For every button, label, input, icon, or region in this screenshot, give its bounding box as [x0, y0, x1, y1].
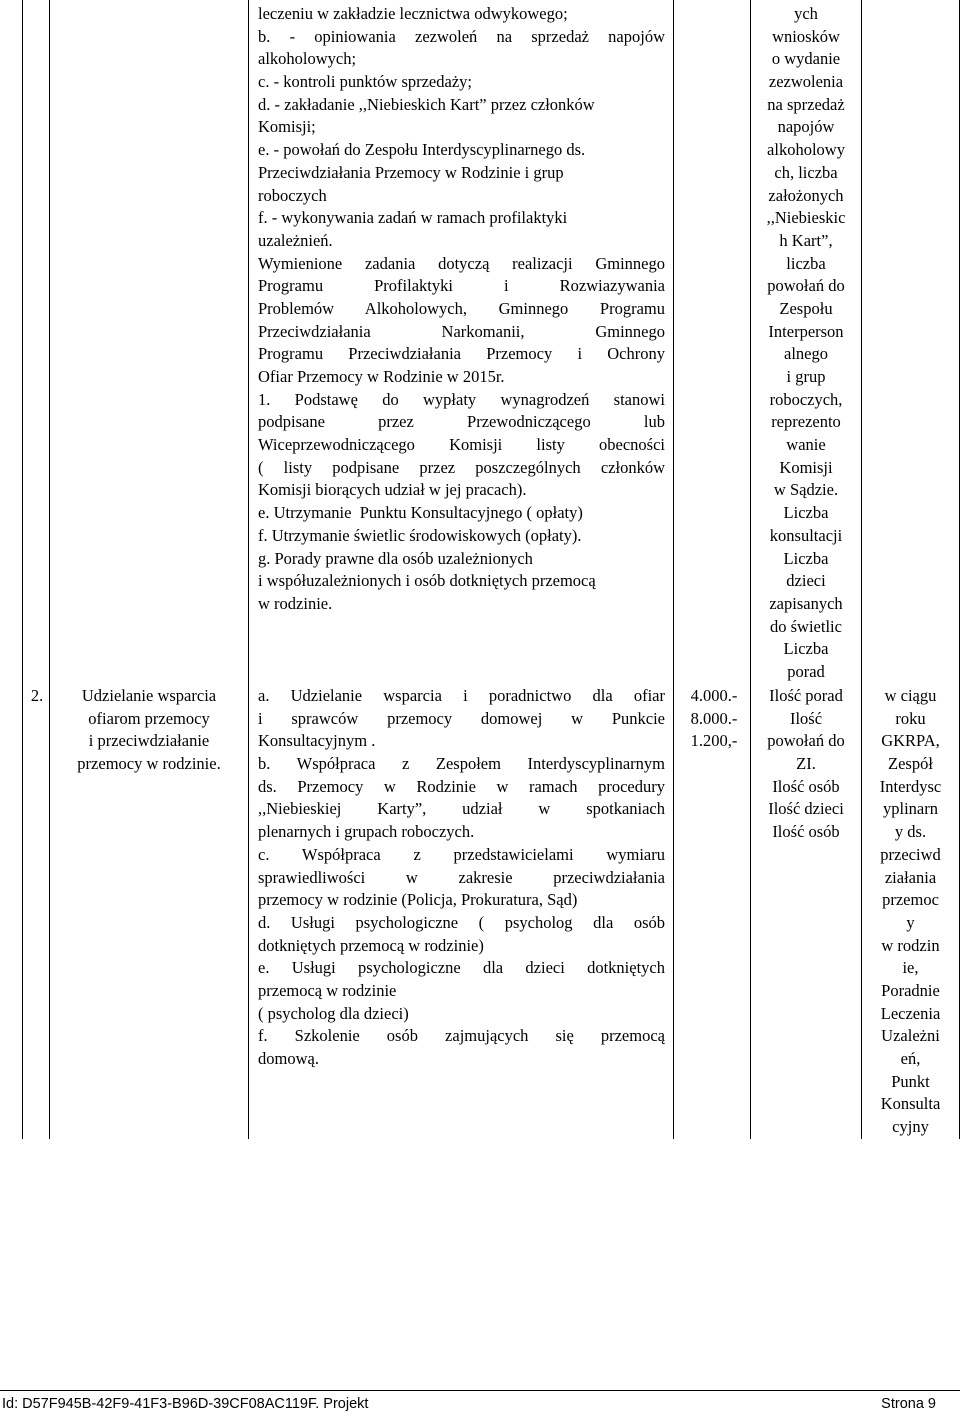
executor-line: cyjny [892, 1117, 929, 1137]
executor-line: ziałania [884, 867, 937, 887]
executor-line: roku [895, 708, 926, 728]
task-name-line: i przeciwdziałanie [88, 731, 210, 751]
activity-line: Programu Profilaktyki i Rozwiazywania [258, 276, 665, 296]
activity-line: Wymienione zadania dotyczą realizacji Gminnego [258, 253, 665, 273]
indicator-line: powołań do [767, 731, 845, 751]
activity-line: a. Udzielanie wsparcia i poradnictwo dla ofiar [258, 686, 665, 705]
task-name-line: ofiarom przemocy [88, 708, 210, 728]
indicator-line: konsultacji [769, 525, 843, 545]
indicator-line: Interperson [768, 321, 844, 341]
activity-line: i sprawców przemocy domowej w Punkcie [258, 708, 665, 728]
activity-line: w rodzinie. [258, 593, 333, 613]
indicator-line: roboczych, [769, 389, 843, 409]
footer-rule [0, 1390, 960, 1391]
indicator-line: Ilość [789, 708, 823, 728]
activity-line: Ofiar Przemocy w Rodzinie w 2015r. [258, 367, 505, 386]
activity-line: Komisji biorących udział w jej pracach). [258, 480, 527, 500]
activity-line: e. Usługi psychologiczne dla dzieci dotkniętych [258, 958, 665, 978]
activity-line: f. Szkolenie osób zajmujących się przemocą [258, 1026, 665, 1046]
executor-line: Uzależni [881, 1026, 940, 1046]
indicator-line: napojów [777, 117, 835, 137]
amount-line: 8.000.- [690, 708, 738, 728]
indicator-line: wniosków [772, 26, 840, 46]
indicator-line: Liczba [783, 548, 829, 568]
indicator-line: założonych [768, 185, 844, 205]
activity-line: ds. Przemocy w Rodzinie w ramach procedury [258, 776, 665, 796]
footer-document-id: Id: D57F945B-42F9-41F3-B96D-39CF08AC119F. Projekt [2, 1396, 369, 1412]
indicators-continued [751, 3, 861, 684]
activity-line: g. Porady prawne dla osób uzależnionych [258, 548, 533, 568]
executor-line: Zespół [888, 754, 933, 774]
executor-line: Punkt [891, 1071, 930, 1091]
indicator-line: alkoholowy [767, 140, 845, 160]
indicator-line: h Kart”, [779, 230, 833, 250]
indicator-line: wanie [786, 435, 826, 455]
activity-line: dotkniętych przemocą w rodzinie) [258, 935, 484, 955]
indicator-line: dzieci [786, 571, 826, 591]
activity-line: ,,Niebieskiej Karty”, udział w spotkaniach [258, 799, 665, 819]
indicator-line: Liczba [783, 639, 829, 659]
executor-line: w rodzin [881, 935, 940, 955]
activity-line: Przeciwdziałania Przemocy w Rodzinie i grup [258, 162, 564, 182]
activity-line: Komisji; [258, 117, 316, 137]
activity-line: domową. [258, 1049, 319, 1068]
activity-line: f. Utrzymanie świetlic środowiskowych (opłaty). [258, 525, 582, 545]
footer-page-number: Strona 9 [881, 1396, 936, 1412]
indicators-support [751, 685, 861, 844]
indicator-line: ZI. [796, 754, 816, 774]
activity-line: ( listy podpisane przez poszczególnych członków [258, 457, 665, 477]
activity-line: d. - zakładanie ,,Niebieskich Kart” przez członków [258, 94, 595, 114]
row-number: 2. [30, 686, 44, 705]
activity-line: przemocą w rodzinie [258, 980, 397, 1000]
activity-line: Wiceprzewodniczącego Komisji listy obecności [258, 435, 665, 455]
indicator-line: Ilość osób [772, 776, 840, 796]
activity-line: e. - powołań do Zespołu Interdyscyplinarnego ds. [258, 140, 586, 160]
executor-line: Leczenia [880, 1003, 941, 1023]
indicator-line: i grup [786, 367, 826, 386]
column-executor [862, 0, 960, 1139]
activity-line: c. Współpraca z przedstawicielami wymiaru [258, 844, 665, 864]
activity-line: przemocy w rodzinie (Policja, Prokuratura, Sąd) [258, 890, 578, 910]
amount-line: 4.000.- [690, 686, 738, 705]
indicator-line: zezwolenia [768, 72, 844, 92]
activity-line: roboczych [258, 185, 327, 205]
activity-line: d. Usługi psychologiczne ( psycholog dla osób [258, 912, 665, 932]
executor-line: yplinarn [883, 799, 938, 819]
activity-line: Programu Przeciwdziałania Przemocy i Ochrony [258, 344, 665, 364]
executor-line: Interdysc [879, 776, 942, 796]
executor-line: eń, [900, 1049, 921, 1068]
activity-line: plenarnych i grupach roboczych. [258, 822, 475, 842]
executors [862, 685, 959, 1139]
amounts [678, 685, 750, 753]
activity-line: f. - wykonywania zadań w ramach profilaktyki [258, 208, 568, 228]
column-task [50, 0, 249, 1139]
activities-support [258, 685, 665, 1071]
executor-line: w ciągu [884, 686, 937, 705]
indicator-line: Liczba [783, 503, 829, 523]
task-name [56, 685, 242, 776]
activity-line: sprawiedliwości w zakresie przeciwdziałania [258, 867, 665, 887]
activity-line: e. Utrzymanie Punktu Konsultacyjnego ( opłaty) [258, 503, 583, 523]
column-activities [249, 0, 674, 1139]
indicator-line: Komisji [779, 457, 833, 477]
indicator-line: zapisanych [769, 593, 843, 613]
activity-line: uzależnień. [258, 230, 333, 250]
column-number [22, 0, 50, 1139]
activity-line: 1. Podstawę do wypłaty wynagrodzeń stanowi [258, 389, 665, 409]
task-name-line: przemocy w rodzinie. [77, 754, 221, 774]
indicator-line: Ilość porad [769, 686, 843, 705]
activity-line: i współuzależnionych i osób dotkniętych przemocą [258, 571, 596, 591]
activity-line: b. - opiniowania zezwoleń na sprzedaż napojów [258, 26, 665, 46]
executor-line: Konsulta [880, 1094, 941, 1114]
executor-line: przeciwd [880, 844, 941, 864]
indicator-line: Ilość dzieci [768, 799, 844, 819]
activity-line: Problemów Alkoholowych, Gminnego Programu [258, 298, 665, 318]
indicator-line: reprezento [771, 412, 841, 432]
executor-line: Poradnie [881, 980, 940, 1000]
indicator-line: ,,Niebieskic [766, 208, 846, 228]
activity-line: b. Współpraca z Zespołem Interdyscyplinarnym [258, 754, 665, 774]
activity-line: Konsultacyjnym . [258, 731, 376, 751]
activity-line: Przeciwdziałania Narkomanii, Gminnego [258, 321, 665, 341]
indicator-line: ch, liczba [774, 162, 838, 182]
activity-line: podpisane przez Przewodniczącego lub [258, 412, 665, 432]
column-amount [674, 0, 751, 1139]
executor-line: y ds. [894, 822, 927, 842]
indicator-line: Ilość osób [772, 822, 840, 842]
indicator-line: powołań do [767, 276, 845, 296]
activities-continued [258, 3, 665, 616]
indicator-line: alnego [784, 344, 828, 364]
indicator-line: ych [794, 4, 818, 23]
column-indicators [751, 0, 862, 1139]
indicator-line: Zespołu [779, 298, 833, 318]
executor-line: ie, [902, 958, 919, 978]
indicator-line: liczba [786, 253, 826, 273]
task-name-line: Udzielanie wsparcia [81, 686, 217, 705]
activity-line: ( psycholog dla dzieci) [258, 1003, 409, 1023]
indicator-line: do świetlic [770, 616, 842, 636]
executor-line: GKRPA, [881, 731, 940, 751]
indicator-line: na sprzedaż [767, 94, 845, 114]
amount-line: 1.200,- [690, 731, 738, 751]
executor-line: y [906, 912, 915, 932]
activity-line: alkoholowych; [258, 49, 357, 69]
indicator-line: w Sądzie. [773, 480, 839, 500]
indicator-line: o wydanie [771, 49, 841, 69]
indicator-line: porad [787, 661, 825, 681]
activity-line: leczeniu w zakładzie lecznictwa odwykowego; [258, 4, 568, 23]
activity-line: c. - kontroli punktów sprzedaży; [258, 72, 472, 92]
executor-line: przemoc [882, 890, 939, 910]
